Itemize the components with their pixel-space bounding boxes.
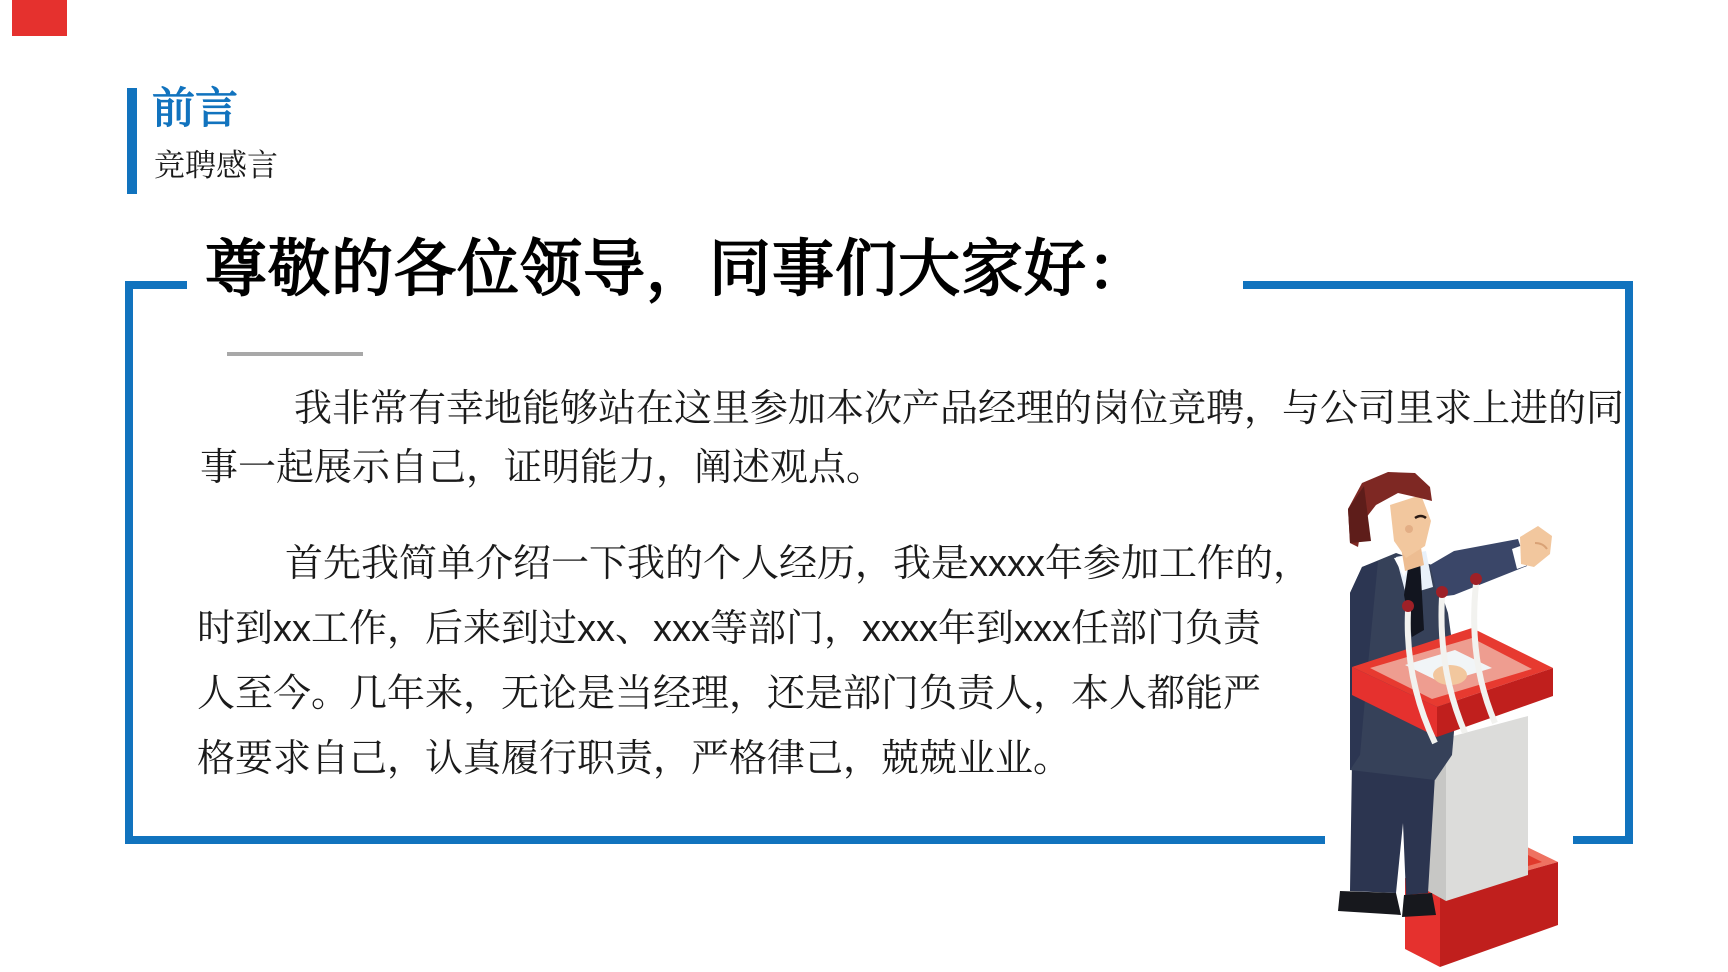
paragraph-2-line-4: 格要求自己，认真履行职责，严格律己，兢兢业业。	[197, 738, 1072, 780]
frame-right-edge	[1625, 281, 1633, 844]
paragraph-2-line-2: 时到xx工作，后来到过xx、xxx等部门，xxxx年到xxx任部门负责	[197, 608, 1262, 650]
frame-top-left-segment	[125, 281, 187, 289]
title-divider-line	[227, 352, 363, 356]
paragraph-1-line-2: 事一起展示自己，证明能力，阐述观点。	[200, 447, 885, 489]
paragraph-2-line-1: 首先我简单介绍一下我的个人经历，我是xxxx年参加工作的，	[285, 543, 1312, 585]
frame-top-right-segment	[1243, 281, 1633, 289]
section-accent-bar	[127, 88, 137, 194]
section-title: 前言	[152, 85, 238, 133]
frame-left-edge	[125, 281, 133, 844]
frame-bottom-right-segment	[1573, 836, 1633, 844]
slide-title: 尊敬的各位领导，同事们大家好：	[205, 235, 1151, 304]
section-subtitle: 竞聘感言	[154, 148, 278, 183]
corner-accent-block	[12, 0, 67, 36]
speaker-at-podium-illustration	[1200, 425, 1560, 972]
paragraph-2	[197, 532, 1317, 792]
frame-bottom-left-segment	[125, 836, 1325, 844]
paragraph-1-line-1: 我非常有幸地能够站在这里参加本次产品经理的岗位竞聘，与公司里求上进的同	[294, 388, 1625, 430]
paragraph-2-line-3: 人至今。几年来，无论是当经理，还是部门负责人，本人都能严	[197, 673, 1262, 715]
